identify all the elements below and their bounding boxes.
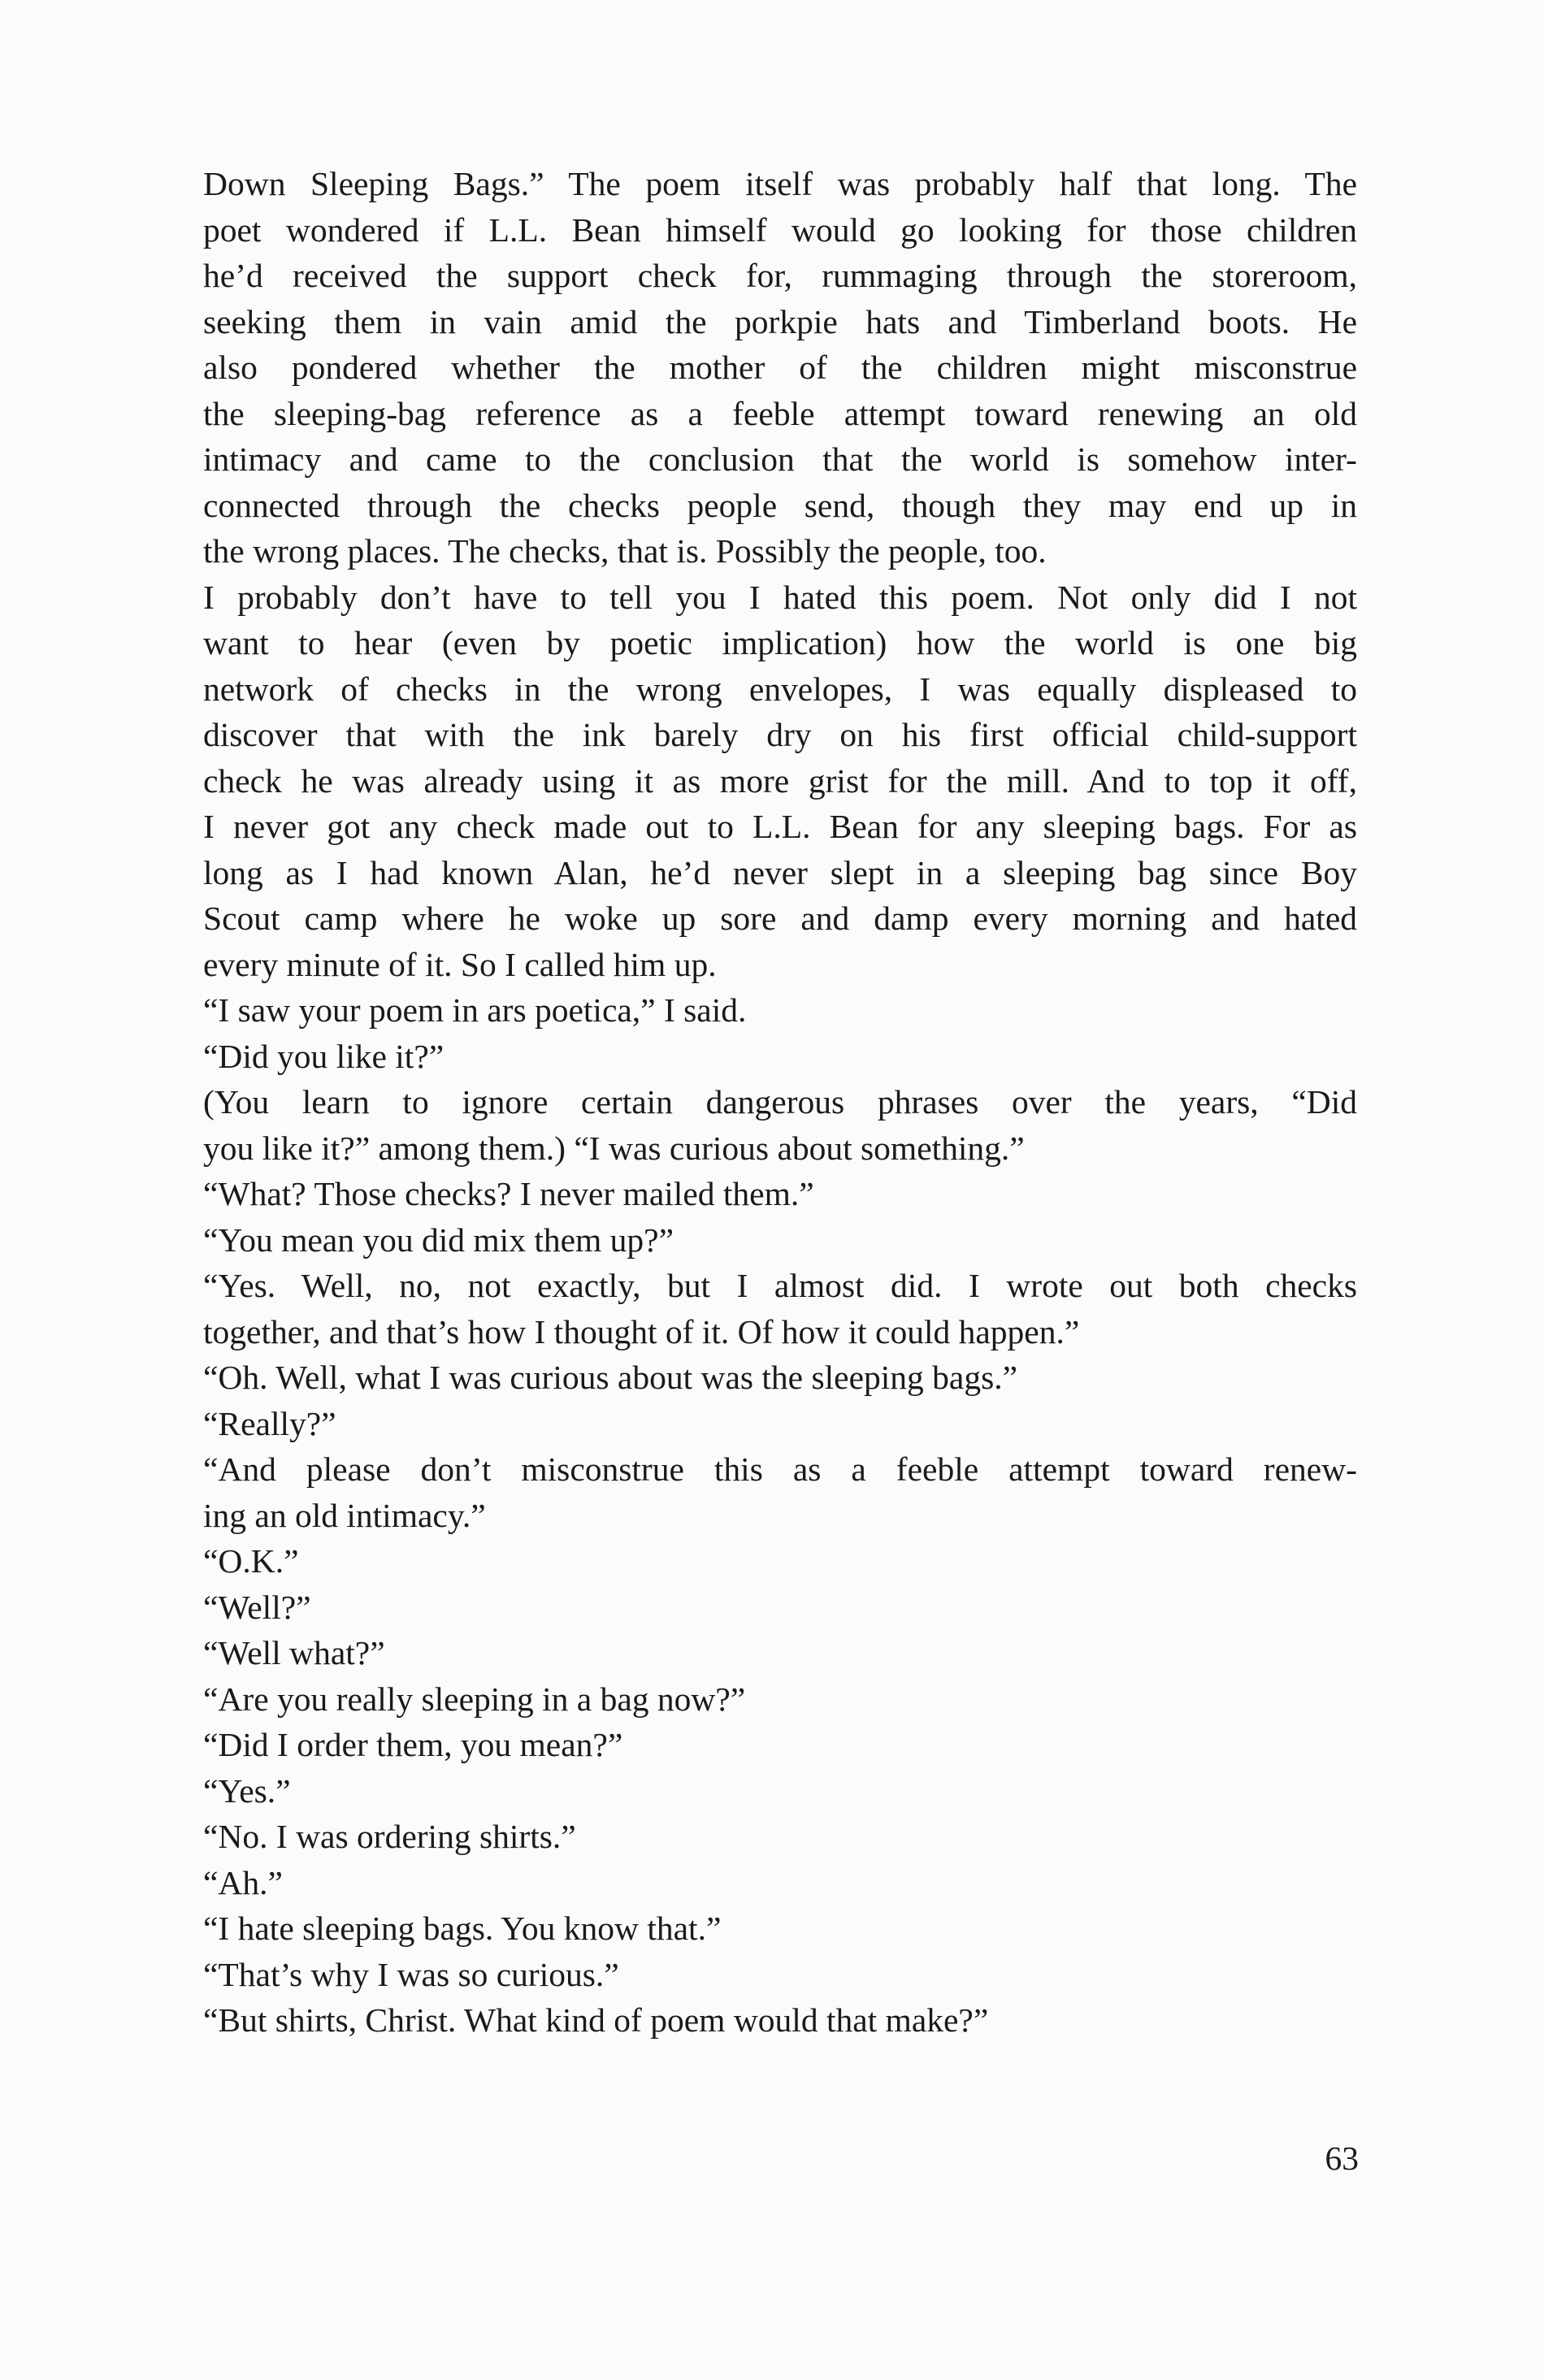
paragraph [203, 1676, 1357, 1723]
paragraph [203, 1768, 1357, 1814]
paragraph [203, 1722, 1357, 1768]
paragraph [203, 1217, 1357, 1264]
text-line: “I saw your poem in ars poetica,” I said. [203, 991, 747, 1029]
text-line: Down Sleeping Bags.” The poem itself was probably half that long. The [203, 165, 1357, 202]
text-line: Scout camp where he woke up sore and damp every morning and hated [203, 900, 1357, 937]
text-line: “O.K.” [203, 1542, 299, 1580]
text-line: (You learn to ignore certain dangerous phrases over the years, “Did [203, 1083, 1357, 1121]
paragraph [203, 1034, 1357, 1080]
text-line: network of checks in the wrong envelopes, I was equally displeased to [203, 670, 1357, 708]
text-line: poet wondered if L.L. Bean himself would go looking for those children [203, 210, 1357, 249]
text-line: want to hear (even by poetic implication) how the world is one big [203, 624, 1357, 661]
paragraph [203, 1171, 1357, 1217]
paragraph [203, 1079, 1357, 1171]
paragraph [203, 1263, 1357, 1355]
text-line: ing an old intimacy.” [203, 1496, 486, 1534]
text-line: “You mean you did mix them up?” [203, 1220, 674, 1259]
text-line: connected through the checks people send, though they may end up in [203, 486, 1357, 524]
text-line: “Did I order them, you mean?” [203, 1726, 623, 1763]
paragraph [203, 1860, 1357, 1906]
text-line: “Did you like it?” [203, 1037, 445, 1075]
paragraph [203, 1538, 1357, 1584]
text-line: “Really?” [203, 1404, 336, 1442]
text-line: I never got any check made out to L.L. Bean for any sleeping bags. For as [203, 808, 1357, 845]
text-line: “Well?” [203, 1588, 311, 1626]
paragraph [203, 1584, 1357, 1631]
page-number: 63 [1325, 2139, 1359, 2177]
text-line: “Ah.” [203, 1863, 283, 1901]
text-line: I probably don’t have to tell you I hated this poem. Not only did I not [203, 578, 1357, 616]
text-line: also pondered whether the mother of the children might misconstrue [203, 349, 1357, 386]
paragraph [203, 1814, 1357, 1860]
text-line: the sleeping-bag reference as a feeble attempt toward renewing an old [203, 394, 1357, 432]
text-line: every minute of it. So I called him up. [203, 945, 717, 983]
paragraph [203, 987, 1357, 1034]
paragraph [203, 1905, 1357, 1952]
text-line: the wrong places. The checks, that is. Possibly the people, too. [203, 532, 1047, 570]
paragraph [203, 1401, 1357, 1447]
text-line: “What? Those checks? I never mailed them.” [203, 1175, 814, 1212]
text-line: together, and that’s how I thought of it. Of how it could happen.” [203, 1312, 1080, 1350]
text-line: check he was already using it as more grist for the mill. And to top it off, [203, 761, 1357, 800]
paragraph [203, 161, 1357, 574]
text-line: you like it?” among them.) “I was curious about something.” [203, 1129, 1025, 1167]
text-line: “Well what?” [203, 1634, 385, 1671]
paragraph [203, 1355, 1357, 1401]
paragraph [203, 1630, 1357, 1676]
body-text [203, 161, 1357, 2044]
paragraph [203, 574, 1357, 988]
text-line: discover that with the ink barely dry on his first official child-support [203, 716, 1357, 753]
text-line: “Yes. Well, no, not exactly, but I almost did. I wrote out both checks [203, 1267, 1357, 1304]
paragraph [203, 1952, 1357, 1998]
text-line: “But shirts, Christ. What kind of poem would that make?” [203, 2001, 989, 2039]
text-line: long as I had known Alan, he’d never slept in a sleeping bag since Boy [203, 853, 1357, 891]
text-line: “Yes.” [203, 1771, 291, 1810]
text-line: “No. I was ordering shirts.” [203, 1818, 576, 1855]
text-line: “Are you really sleeping in a bag now?” [203, 1680, 746, 1718]
text-line: “That’s why I was so curious.” [203, 1955, 619, 1993]
text-line: seeking them in vain amid the porkpie hats and Timberland boots. He [203, 302, 1357, 340]
text-line: “I hate sleeping bags. You know that.” [203, 1910, 722, 1947]
text-line: “And please don’t misconstrue this as a feeble attempt toward renew- [203, 1450, 1357, 1488]
text-line: intimacy and came to the conclusion that the world is somehow inter- [203, 440, 1357, 478]
text-line: “Oh. Well, what I was curious about was the sleeping bags.” [203, 1359, 1018, 1396]
paragraph [203, 1446, 1357, 1538]
text-line: he’d received the support check for, rummaging through the storeroom, [203, 257, 1357, 294]
paragraph [203, 1997, 1357, 2044]
